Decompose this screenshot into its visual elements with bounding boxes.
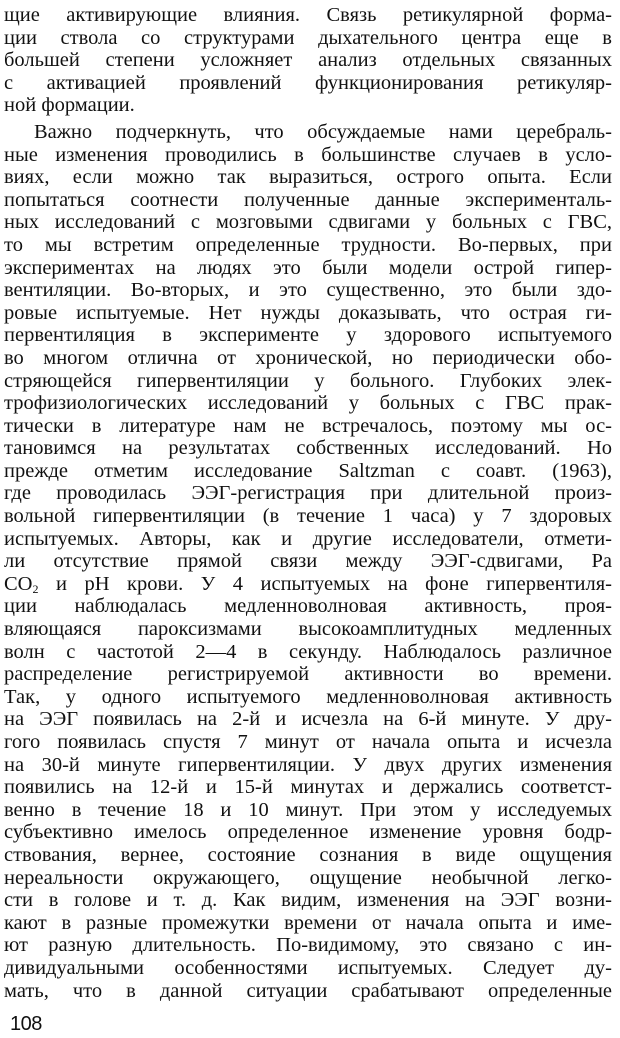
text-line: щие активирующие влияния. Связь ретикулярной форма- [4, 4, 612, 26]
text-line: ции наблюдалась медленноволновая активность, проя- [4, 595, 612, 618]
text-line: Важно подчеркнуть, что обсуждаемые нами церебраль- [34, 120, 612, 143]
text-line: дивидуальными особенностями испытуемых. Следует ду- [4, 956, 612, 979]
subscript-2: 2 [32, 581, 39, 596]
text-line: ровые испытуемые. Нет нужды доказывать, что острая ги- [4, 301, 612, 324]
text-line-with-subscript [4, 573, 612, 596]
text-line: прежде отметим исследование Saltzman с соавт. (1963), [4, 459, 612, 482]
text-line: попытаться соотнести полученные данные эксперименталь- [4, 188, 612, 211]
text-line: вольной гипервентиляции (в течение 1 часа) у 7 здоровых [4, 505, 612, 528]
text-line: ции ствола со структурами дыхательного центра еще в [4, 26, 612, 49]
text-line: тически в литературе нам не встречалось, поэтому мы ос- [4, 414, 612, 437]
text-line: ные изменения проводились в большинстве случаев в усло- [4, 143, 612, 166]
text-line: появились на 12-й и 15-й минутах и держались соответст- [4, 776, 612, 799]
paragraph-1 [4, 4, 612, 117]
text-line: трофизиологических исследований у больных с ГВС прак- [4, 392, 612, 415]
text-line: первентиляция в эксперименте у здорового испытуемого [4, 324, 612, 347]
text-line: ствования, вернее, состояние сознания в виде ощущения [4, 843, 612, 866]
text-line: вентиляции. Во-вторых, и это существенно, это были здо- [4, 279, 612, 302]
text-line: с активацией проявлений функционирования ретикуляр- [4, 71, 612, 94]
text-line: нереальности окружающего, ощущение необычной легко- [4, 866, 612, 889]
text-line: экспериментах на людях это были модели острой гипер- [4, 256, 612, 279]
text-line: виях, если можно так выразиться, острого опыта. Если [4, 166, 612, 189]
paragraph-2 [4, 121, 612, 1002]
text-line: то мы встретим определенные трудности. Во-первых, при [4, 233, 612, 256]
text-line: ют разную длительность. По-видимому, это связано с ин- [4, 934, 612, 957]
text-line: ных исследований с мозговыми сдвигами у больных с ГВС, [4, 211, 612, 234]
text-line: кают в разные промежутки времени от начала опыта и име- [4, 911, 612, 934]
text-line: ли отсутствие прямой связи между ЭЭГ-сдвигами, Pa [4, 550, 612, 573]
text-continuation: и pH крови. У 4 испытуемых на фоне гипервентиля- [38, 572, 612, 595]
page-text [4, 4, 612, 1002]
page-number: 108 [10, 1013, 42, 1035]
text-line: испытуемых. Авторы, как и другие исследователи, отмети- [4, 527, 612, 550]
text-line: большей степени усложняет анализ отдельных связанных [4, 49, 612, 72]
text-line: распределение регистрируемой активности во времени. [4, 663, 612, 686]
text-line: вляющаяся пароксизмами высокоамплитудных медленных [4, 618, 612, 641]
text-line: во многом отлична от хронической, но периодически обо- [4, 346, 612, 369]
text-line: мать, что в данной ситуации срабатывают определенные [4, 979, 612, 1002]
co-text: CO [4, 572, 33, 595]
text-line: тановимся на результатах собственных исследований. Но [4, 437, 612, 460]
text-line: где проводилась ЭЭГ-регистрация при длительной произ- [4, 482, 612, 505]
text-line: гого появилась спустя 7 минут от начала опыта и исчезла [4, 731, 612, 753]
text-line: венно в течение 18 и 10 минут. При этом у исследуемых [4, 798, 612, 821]
text-line: Так, у одного испытуемого медленноволновая активность [4, 685, 612, 708]
text-line: волн с частотой 2—4 в секунду. Наблюдалось различное [4, 640, 612, 663]
text-line: стряющейся гипервентиляции у больного. Глубоких элек- [4, 369, 612, 392]
text-line: сти в голове и т. д. Как видим, изменения на ЭЭГ возни- [4, 889, 612, 912]
text-line: субъективно имелось определенное изменение уровня бодр- [4, 821, 612, 844]
text-line: на ЭЭГ появилась на 2-й и исчезла на 6-й минуте. У дру- [4, 708, 612, 731]
text-line: на 30-й минуте гипервентиляции. У двух других изменения [4, 753, 612, 776]
text-line: ной формации. [4, 94, 135, 117]
